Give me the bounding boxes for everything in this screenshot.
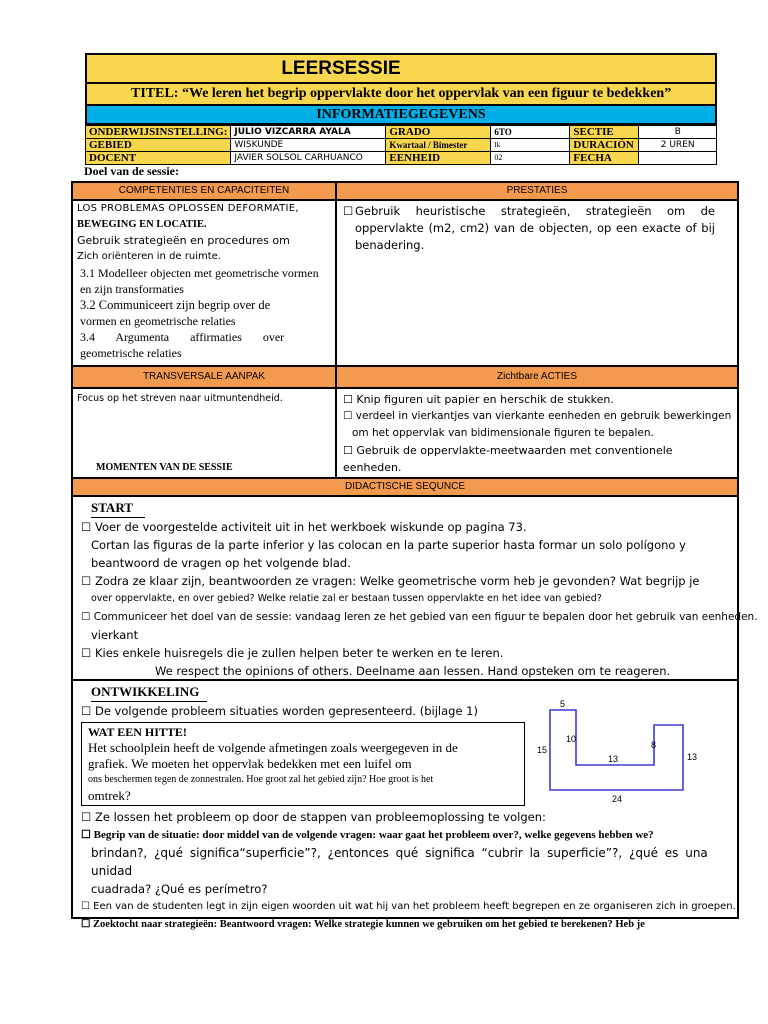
competencies-table xyxy=(71,181,739,480)
action-item: om het oppervlak van bidimensionale figuren te bepalen. xyxy=(352,427,654,439)
dim-label-top: 5 xyxy=(560,699,566,709)
bullet-box-icon: ☐ xyxy=(81,829,94,841)
comp-head-cell xyxy=(72,366,336,388)
info-row xyxy=(86,152,717,165)
problem-box xyxy=(81,722,525,806)
shape-outline xyxy=(550,710,683,790)
comp-line: 3.4 Argumenta affirmaties over xyxy=(80,330,285,344)
transversal-text: Focus op het streven naar uitmuntendheid. xyxy=(77,393,283,404)
actions-header: Zichtbare ACTIES xyxy=(337,367,737,387)
session-goal-label: Doel van de sessie: xyxy=(84,164,179,178)
info-key: GEBIED xyxy=(86,139,231,152)
info-value: WISKUNDE xyxy=(231,139,386,152)
page-title: LEERSESSIE xyxy=(85,53,717,84)
start-line: ☐ Communiceer het doel van de sessie: vandaag leren ze het gebied van een figuur te bepalen door het gebruik van eenheden. xyxy=(81,611,758,623)
info-table xyxy=(85,125,717,165)
comp-line: 3.1 Modelleer objecten met geometrische vormen xyxy=(80,266,319,280)
comp-head-cell xyxy=(336,366,738,388)
dim-label-bottom: 24 xyxy=(612,794,623,804)
problem-line: ons beschermen tegen de zonnestralen. Hoe groot zal het gebied zijn? Hoe groot is het xyxy=(88,774,434,785)
start-section xyxy=(73,497,758,679)
bullet-box-icon: ☐ xyxy=(343,393,357,406)
development-line: cuadrada? ¿Qué es perímetro? xyxy=(91,882,268,896)
problem-line: omtrek? xyxy=(88,788,131,803)
comp-line: Gebruik strategieën en procedures om xyxy=(77,234,290,247)
info-key: FECHA xyxy=(570,152,639,165)
session-title: TITEL: “We leren het begrip oppervlakte door het oppervlak van een figuur te bedekken” xyxy=(85,84,717,106)
info-key: DURACIÓN xyxy=(570,139,639,152)
comp-line: LOS PROBLEMAS OPLOSSEN DEFORMATIE, xyxy=(77,203,299,214)
bullet-box-icon: ☐ xyxy=(81,646,95,660)
dim-label-left: 15 xyxy=(537,745,548,755)
bullet-box-icon: ☐ xyxy=(81,611,94,623)
bullet-box-icon: ☐ xyxy=(81,919,94,930)
competencies-cell xyxy=(72,200,336,366)
header-block xyxy=(85,53,717,165)
bullet-box-icon: ☐ xyxy=(343,410,356,422)
development-line: ☐ Een van de studenten legt in zijn eigen woorden uit wat hij van het probleem heeft begrepen en ze organiseren zich in groepen. xyxy=(81,901,736,912)
start-line: vierkant xyxy=(91,628,139,642)
problem-line: grafiek. We moeten het oppervlak bedekken met een luifel om xyxy=(88,756,412,771)
start-title: START xyxy=(91,499,145,518)
schoolyard-shape-diagram xyxy=(528,698,708,806)
info-key: GRADO xyxy=(386,126,491,139)
dim-label-inner-left: 10 xyxy=(566,734,577,744)
problem-line: Het schoolplein heeft de volgende afmetingen zoals weergegeven in de xyxy=(88,740,458,755)
start-line: Cortan las figuras de la parte inferior y las colocan en la parte superior hasta formar un solo polígono y xyxy=(91,538,686,552)
info-value: 02 xyxy=(491,152,570,165)
sequence-header: DIDACTISCHE SEQUNCE xyxy=(73,479,737,497)
comp-line: 3.2 Communiceert zijn begrip over de xyxy=(80,298,271,312)
bullet-box-icon: ☐ xyxy=(81,704,95,718)
action-item: ☐ Knip figuren uit papier en herschik de stukken. xyxy=(343,393,614,406)
moments-label: MOMENTEN VAN DE SESSIE xyxy=(96,462,233,473)
development-line: ☐ Begrip van de situatie: door middel van de volgende vragen: waar gaat het probleem over?, welke gegevens hebben we? xyxy=(81,829,654,841)
start-line: We respect the opinions of others. Deelname aan lessen. Hand opsteken om te reageren. xyxy=(155,664,671,678)
bullet-box-icon: ☐ xyxy=(81,574,95,588)
comp-line: BEWEGING EN LOCATIE. xyxy=(77,219,207,230)
competencies-header: COMPETENTIES EN CAPACITEITEN xyxy=(73,183,335,199)
action-item: ☐ Gebruik de oppervlakte-meetwaarden met conventionele eenheden. xyxy=(343,444,673,474)
start-line: beantwoord de vragen op het volgende blad. xyxy=(91,556,351,570)
development-line: brindan?, ¿qué significa“superficie”?, ¿entonces qué significa “cubrir la superficie”?, ¿qué es una unidad xyxy=(91,846,708,878)
info-key: Kwartaal / Bimester xyxy=(386,139,491,152)
info-value xyxy=(639,152,717,165)
dim-label-inner-right: 8 xyxy=(651,740,657,750)
start-line: ☐ Kies enkele huisregels die je zullen helpen beter te werken en te leren. xyxy=(81,646,504,660)
bullet-box-icon: ☐ xyxy=(81,810,95,824)
start-line: ☐ Voer de voorgestelde activiteit uit in het werkboek wiskunde op pagina 73. xyxy=(81,520,527,534)
info-value: Ik xyxy=(491,139,570,152)
info-value: JAVIER SOLSOL CARHUANCO xyxy=(231,152,386,165)
info-key: DOCENT xyxy=(86,152,231,165)
comp-line: en zijn transformaties xyxy=(80,282,184,296)
bullet-box-icon: ☐ xyxy=(81,901,94,912)
info-key: ONDERWIJSINSTELLING: xyxy=(86,126,231,139)
info-row xyxy=(86,126,717,139)
problem-title: WAT EEN HITTE! xyxy=(88,725,187,739)
development-line: ☐ Ze lossen het probleem op door de stappen van probleemoplossing te volgen: xyxy=(81,810,546,824)
start-line: ☐ Zodra ze klaar zijn, beantwoorden ze vragen: Welke geometrische vorm heb je gevonden? Wat begrijp je xyxy=(81,574,700,588)
development-title: ONTWIKKELING xyxy=(91,683,207,702)
info-value: 6TO xyxy=(491,126,570,139)
info-value: B xyxy=(639,126,717,139)
actions-cell xyxy=(336,388,738,479)
prestaties-text: Gebruik heuristische strategieën, strategieën om de oppervlakte (m2, cm2) van de objecten, op een exacte of bij benadering. xyxy=(355,204,715,252)
info-key: SECTIE xyxy=(570,126,639,139)
dim-label-right: 13 xyxy=(687,752,698,762)
development-line: ☐ Zoektocht naar strategieën: Beantwoord vragen: Welke strategie kunnen we gebruiken om het gebied te berekenen? Heb je xyxy=(81,919,645,930)
bullet-box-icon: ☐ xyxy=(81,520,95,534)
comp-line: geometrische relaties xyxy=(80,346,182,360)
info-row xyxy=(86,139,717,152)
bullet-box-icon: ☐ xyxy=(343,204,354,218)
start-line: over oppervlakte, en over gebied? Welke relatie zal er bestaan tussen oppervlakte en het idee van gebied? xyxy=(91,593,602,604)
comp-head-cell xyxy=(336,182,738,200)
info-value: 2 UREN xyxy=(639,139,717,152)
prestaties-cell xyxy=(336,200,738,366)
development-line: ☐ De volgende probleem situaties worden gepresenteerd. (bijlage 1) xyxy=(81,704,478,718)
prestaties-header: PRESTATIES xyxy=(337,183,737,199)
comp-line: Zich oriënteren in de ruimte. xyxy=(77,251,221,262)
bullet-box-icon: ☐ xyxy=(343,444,357,457)
info-value: JULIO VIZCARRA AYALA xyxy=(231,126,386,139)
comp-line: vormen en geometrische relaties xyxy=(80,314,236,328)
info-key: EENHEID xyxy=(386,152,491,165)
comp-head-cell xyxy=(72,182,336,200)
info-title: INFORMATIEGEGEVENS xyxy=(85,106,717,125)
action-item: ☐ verdeel in vierkantjes van vierkante eenheden en gebruik bewerkingen xyxy=(343,410,732,422)
dim-label-bottom-inner: 13 xyxy=(608,754,619,764)
transversal-header: TRANSVERSALE AANPAK xyxy=(73,367,335,387)
